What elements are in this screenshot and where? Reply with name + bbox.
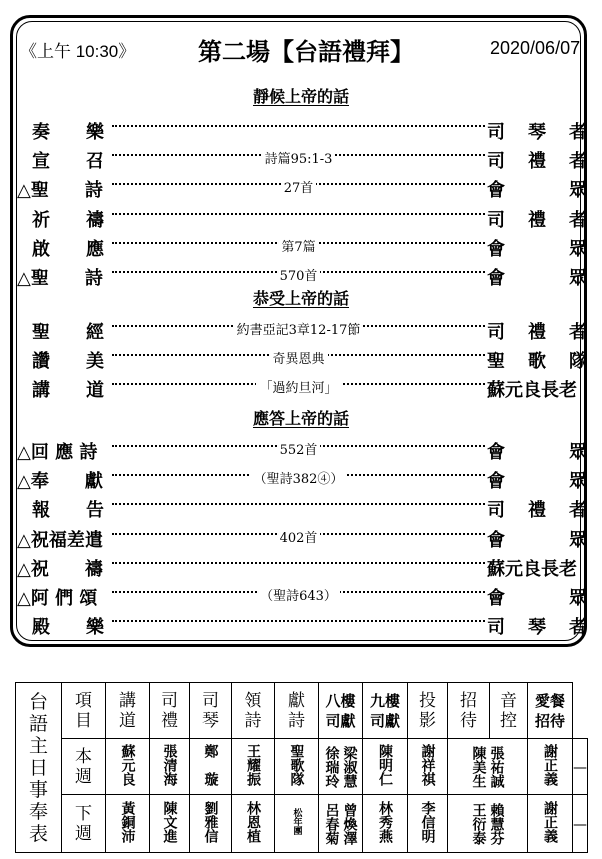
roster-header: 獻詩 — [275, 683, 319, 739]
liturgy-item-label: 啟 應 — [32, 238, 104, 260]
liturgy-item-label: 宣 召 — [32, 151, 104, 173]
liturgy-item-label: △祝福差遣 — [17, 529, 103, 551]
liturgy-row — [0, 116, 602, 142]
liturgy-item-role: 聖 歌 隊 — [487, 351, 587, 373]
liturgy-item-label: 報 告 — [32, 500, 104, 522]
roster-header: 八樓司獻 — [319, 683, 363, 739]
liturgy-item-label: △奉 獻 — [17, 471, 103, 493]
liturgy-item-detail: 570首 — [112, 265, 485, 284]
liturgy-row — [0, 553, 602, 579]
liturgy-row — [0, 204, 602, 230]
roster-cell: — — [573, 795, 588, 853]
liturgy-item-detail: （聖詩382④） — [112, 468, 485, 487]
liturgy-item-label: △聖 詩 — [17, 268, 103, 289]
liturgy-item-label: 讚 美 — [32, 351, 104, 373]
liturgy-row — [0, 611, 602, 637]
liturgy-item-detail: 詩篇95:1-3 — [112, 148, 485, 167]
roster-header: 司琴 — [190, 683, 232, 739]
roster-header: 愛餐招待 — [528, 683, 573, 739]
liturgy-item-role: 司 禮 者 — [487, 322, 587, 343]
liturgy-item-detail: 27首 — [112, 177, 485, 196]
liturgy-item-detail: 奇異恩典 — [112, 348, 485, 367]
roster-cell: 王衍泰 賴慧芬 — [448, 795, 528, 853]
liturgy-item-role: 司 琴 者 — [487, 122, 587, 143]
roster-cell: 劉雅信 — [190, 795, 232, 853]
roster-cell: 陳文進 — [150, 795, 190, 853]
leader-dots — [112, 503, 485, 505]
roster-cell: 徐瑞玲 梁淑慧 — [319, 739, 363, 795]
liturgy-item-role: 蘇元良長老 — [487, 380, 577, 402]
section-heading: 恭受上帝的話 — [252, 289, 349, 308]
roster-cell: 王耀振 — [232, 739, 275, 795]
roster-header: 投影 — [408, 683, 448, 739]
liturgy-row — [0, 436, 602, 462]
roster-cell: 李信明 — [408, 795, 448, 853]
liturgy-row — [0, 465, 602, 491]
liturgy-item-label: △祝 禱 — [17, 558, 103, 580]
roster-table — [15, 682, 588, 853]
liturgy-item-role: 會 眾 — [487, 180, 587, 202]
roster-cell: — — [573, 739, 588, 795]
liturgy-item-label: 講 道 — [32, 380, 104, 402]
roster-cell: 松年團 — [275, 795, 319, 853]
roster-header: 九樓司獻 — [363, 683, 408, 739]
roster-cell: 蘇元良 — [106, 739, 150, 795]
liturgy-row — [0, 374, 602, 400]
roster-cell: 張清海 — [150, 739, 190, 795]
roster-header: 領詩 — [232, 683, 275, 739]
liturgy-item-detail: （聖詩643） — [112, 585, 485, 604]
liturgy-item-role: 會 眾 — [487, 588, 587, 609]
liturgy-item-role: 會 眾 — [487, 238, 587, 260]
liturgy-item-role: 司 禮 者 — [487, 151, 587, 173]
roster-next-week-row — [16, 795, 588, 853]
week-label: 本週 — [62, 739, 106, 795]
liturgy-row — [0, 582, 602, 608]
roster-cell: 陳明仁 — [363, 739, 408, 795]
roster-cell: 黃銅沛 — [106, 795, 150, 853]
service-date: 2020/06/07 — [490, 38, 581, 58]
leader-dots — [112, 620, 485, 622]
liturgy-row — [0, 494, 602, 520]
roster-cell: 謝正義 — [528, 795, 573, 853]
liturgy-item-role: 會 眾 — [487, 471, 587, 493]
roster-cell: 鄭 璇 — [190, 739, 232, 795]
section-heading: 應答上帝的話 — [252, 409, 349, 428]
liturgy-item-role: 會 眾 — [487, 268, 587, 289]
roster-cell: 林秀燕 — [363, 795, 408, 853]
liturgy-item-role: 蘇元良長老 — [487, 558, 577, 580]
liturgy-row — [0, 524, 602, 550]
liturgy-row — [0, 262, 602, 288]
liturgy-row — [0, 316, 602, 342]
roster-header: 項目 — [62, 683, 106, 739]
roster-header: 音控 — [490, 683, 528, 739]
liturgy-item-label: △回 應 詩 — [17, 442, 98, 463]
liturgy-item-label: △聖 詩 — [17, 180, 103, 202]
liturgy-item-detail: 約書亞記3章12-17節 — [112, 319, 485, 338]
liturgy-item-role: 司 禮 者 — [487, 500, 587, 522]
liturgy-item-label: 殿 樂 — [32, 617, 104, 639]
liturgy-item-role: 司 禮 者 — [487, 209, 587, 231]
roster-header: 講道 — [106, 683, 150, 739]
roster-cell: 陳美生 張祐誠 — [448, 739, 528, 795]
liturgy-item-role: 司 琴 者 — [487, 617, 587, 639]
liturgy-row — [0, 345, 602, 371]
roster-cell: 謝祥祺 — [408, 739, 448, 795]
liturgy-row — [0, 174, 602, 200]
leader-dots — [112, 562, 485, 564]
service-time: 《上午 10:30》 — [20, 42, 136, 61]
roster-header-row — [16, 683, 588, 739]
roster-cell: 呂春菊 曾煥澤 — [319, 795, 363, 853]
liturgy-row — [0, 145, 602, 171]
liturgy-item-role: 會 眾 — [487, 529, 587, 551]
leader-dots — [112, 125, 485, 127]
roster-header: 司禮 — [150, 683, 190, 739]
liturgy-item-detail: 552首 — [112, 439, 485, 458]
leader-dots — [112, 213, 485, 215]
liturgy-item-detail: 第7篇 — [112, 236, 485, 255]
liturgy-item-label: 奏 樂 — [32, 122, 104, 143]
liturgy-item-label: 聖 經 — [32, 322, 104, 343]
section-heading: 靜候上帝的話 — [252, 87, 349, 106]
roster-cell: 謝正義 — [528, 739, 573, 795]
roster-cell: 林恩植 — [232, 795, 275, 853]
liturgy-row — [0, 233, 602, 259]
liturgy-item-detail: 「過約旦河」 — [112, 377, 485, 396]
roster-cell: 聖歌隊 — [275, 739, 319, 795]
liturgy-item-detail: 402首 — [112, 527, 485, 546]
roster-this-week-row — [16, 739, 588, 795]
roster-side-label: 台語主日事奉表 — [16, 683, 62, 853]
liturgy-item-label: 祈 禱 — [32, 209, 104, 231]
roster-header: 招待 — [448, 683, 490, 739]
service-title: 第二場【台語禮拜】 — [198, 38, 414, 66]
liturgy-item-label: △阿 們 頌 — [17, 588, 98, 609]
liturgy-item-role: 會 眾 — [487, 442, 587, 463]
week-label: 下週 — [62, 795, 106, 853]
